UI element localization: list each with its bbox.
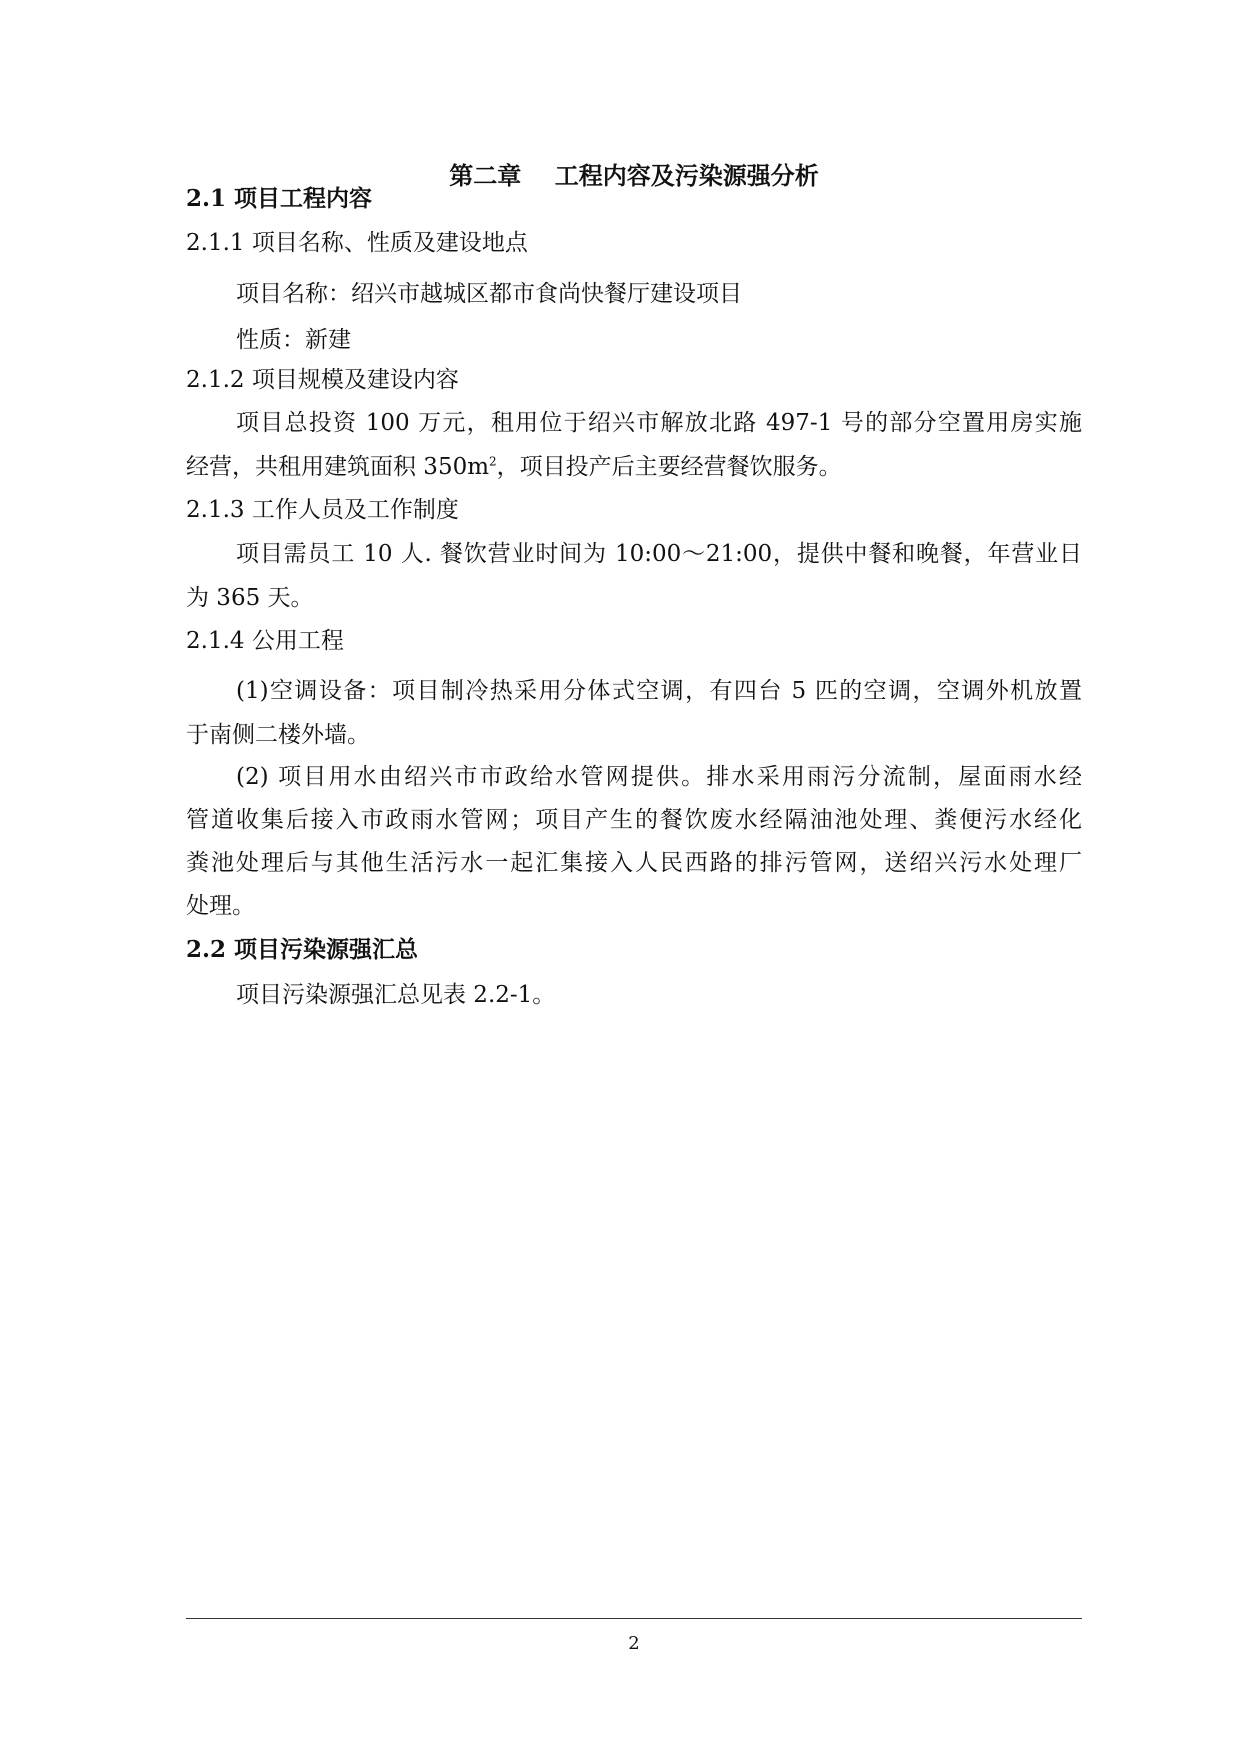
utility-item-2-line-1: (2) 项目用水由绍兴市市政给水管网提供。排水采用雨污分流制，屋面雨水经 [236,764,1082,790]
project-name-line: 项目名称：绍兴市越城区都市食尚快餐厅建设项目 [236,281,742,307]
project-nature-line: 性质：新建 [236,327,351,353]
subsection-heading-2-1-4: 2.1.4 公用工程 [186,628,344,654]
staff-paragraph-line-2: 为 365 天。 [186,585,314,611]
subsection-heading-2-1-2: 2.1.2 项目规模及建设内容 [186,367,459,393]
page-number: 2 [628,1633,640,1654]
scale-paragraph-text-a: 经营，共租用建筑面积 350m [186,454,490,480]
area-unit-superscript: 2 [489,454,497,469]
section-heading-2-1: 2.1 项目工程内容 [186,185,373,212]
utility-item-2-line-4: 处理。 [186,893,255,919]
scale-paragraph-line-1: 项目总投资 100 万元，租用位于绍兴市解放北路 497-1 号的部分空置用房实施 [236,410,1082,436]
subsection-heading-2-1-1: 2.1.1 项目名称、性质及建设地点 [186,230,528,256]
utility-item-2-line-2: 管道收集后接入市政雨水管网；项目产生的餐饮废水经隔油池处理、粪便污水经化 [186,807,1082,833]
section-heading-2-2: 2.2 项目污染源强汇总 [186,936,419,963]
utility-item-2-line-3: 粪池处理后与其他生活污水一起汇集接入人民西路的排污管网，送绍兴污水处理厂 [186,850,1082,876]
utility-item-1-line-1: (1)空调设备：项目制冷热采用分体式空调，有四台 5 匹的空调，空调外机放置 [236,678,1082,704]
chapter-title: 第二章 工程内容及污染源强分析 [449,161,819,190]
staff-paragraph-line-1: 项目需员工 10 人. 餐饮营业时间为 10:00～21:00，提供中餐和晚餐，年营业日 [236,541,1082,567]
scale-paragraph-line-2 [186,452,1082,482]
footer-divider [186,1618,1082,1619]
scale-paragraph-text-b: ，项目投产后主要经营餐饮服务。 [496,454,842,480]
pollution-summary-line: 项目污染源强汇总见表 2.2-1。 [236,982,556,1008]
subsection-heading-2-1-3: 2.1.3 工作人员及工作制度 [186,497,459,523]
utility-item-1-line-2: 于南侧二楼外墙。 [186,722,370,748]
